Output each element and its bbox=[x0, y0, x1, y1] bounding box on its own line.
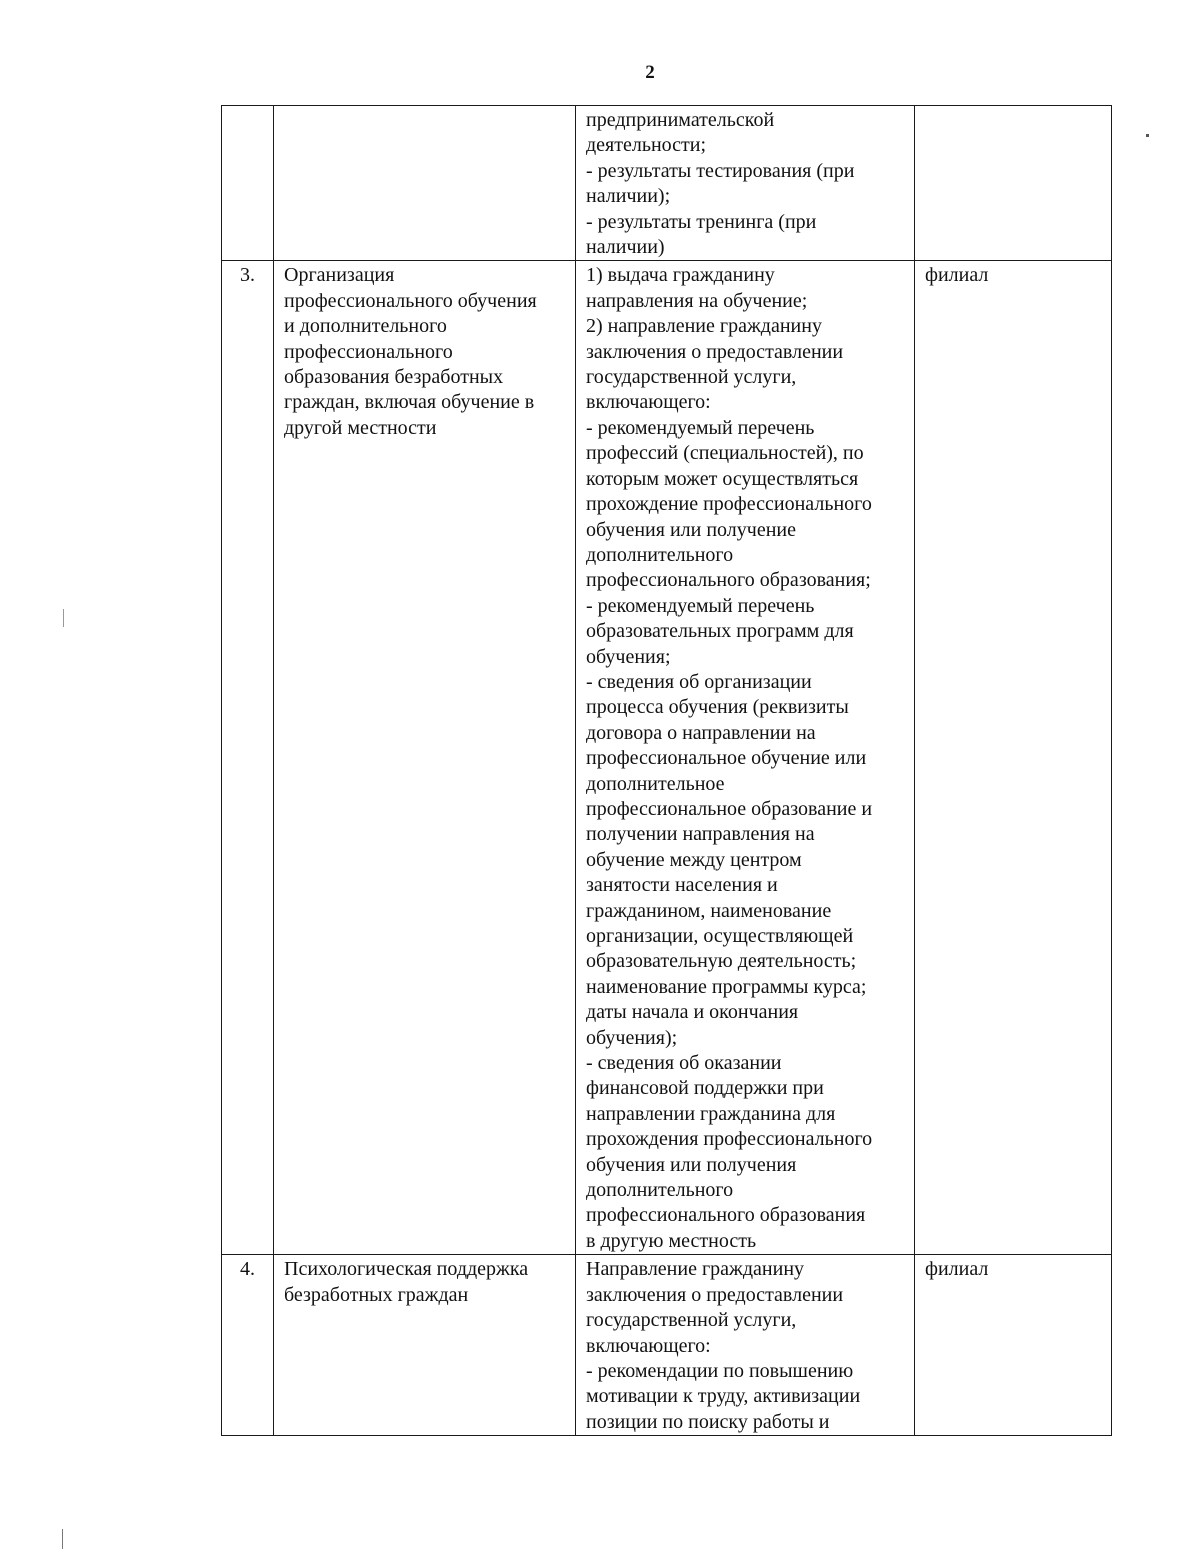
service-name-cell bbox=[274, 1255, 576, 1436]
service-name-line: профессионального обучения bbox=[284, 289, 537, 312]
service-result-line: дополнительное bbox=[586, 772, 725, 795]
service-result-line: обучения или получение bbox=[586, 518, 796, 541]
service-result-line: мотивации к труду, активизации bbox=[586, 1385, 861, 1408]
service-result-line: профессиональное образование и bbox=[586, 797, 873, 820]
service-result-line: - сведения об организации bbox=[586, 670, 812, 693]
service-result-line: заключения о предоставлении bbox=[586, 340, 844, 363]
service-result-cell bbox=[576, 106, 915, 261]
service-result-line: образовательную деятельность; bbox=[586, 950, 857, 973]
service-result-line: профессий (специальностей), по bbox=[586, 442, 864, 465]
row-number-cell: 3. bbox=[222, 261, 274, 1255]
service-name-line: Психологическая поддержка bbox=[284, 1258, 529, 1281]
executor-cell bbox=[915, 106, 1112, 261]
service-result-line: - рекомендуемый перечень bbox=[586, 594, 815, 617]
service-result-line: наличии); bbox=[586, 185, 671, 208]
service-result-line: включающего: bbox=[586, 1334, 711, 1357]
service-result-line: позиции по поиску работы и bbox=[586, 1410, 830, 1433]
service-result-line: включающего: bbox=[586, 391, 711, 414]
service-result-cell bbox=[576, 1255, 915, 1436]
service-result-line: - результаты тренинга (при bbox=[586, 210, 817, 233]
table-row bbox=[222, 261, 1112, 1255]
service-result-line: образовательных программ для bbox=[586, 620, 854, 643]
service-name-cell bbox=[274, 106, 576, 261]
service-result-line: договора о направлении на bbox=[586, 721, 816, 744]
table-row bbox=[222, 1255, 1112, 1436]
service-result-line: предпринимательской bbox=[586, 109, 775, 131]
service-result-line: направления на обучение; bbox=[586, 289, 808, 312]
service-result-line: заключения о предоставлении bbox=[586, 1283, 844, 1306]
executor-cell: филиал bbox=[915, 1255, 1112, 1436]
service-result-line: организации, осуществляющей bbox=[586, 925, 854, 947]
service-name-line: безработных граждан bbox=[284, 1283, 469, 1306]
service-result-line: государственной услуги, bbox=[586, 366, 797, 389]
service-result-line: деятельности; bbox=[586, 134, 707, 157]
service-result-line: наличии) bbox=[586, 236, 665, 259]
service-name-line: граждан, включая обучение в bbox=[284, 391, 535, 414]
service-result-line: - рекомендуемый перечень bbox=[586, 416, 815, 439]
service-result-line: направлении гражданина для bbox=[586, 1102, 836, 1125]
service-result-line: обучение между центром bbox=[586, 848, 802, 871]
service-result-line: 2) направление гражданину bbox=[586, 315, 822, 338]
service-result-line: получении направления на bbox=[586, 823, 815, 846]
service-result-line: Направление гражданину bbox=[586, 1258, 805, 1281]
service-result-line: обучения; bbox=[586, 645, 671, 668]
service-result-line: дополнительного bbox=[586, 1179, 734, 1202]
service-result-line: даты начала и окончания bbox=[586, 1001, 799, 1024]
service-result-line: занятости населения и bbox=[586, 874, 778, 897]
service-result-line: - результаты тестирования (при bbox=[586, 159, 855, 182]
service-name-cell bbox=[274, 261, 576, 1255]
table-row bbox=[222, 106, 1112, 261]
service-name-line: другой местности bbox=[284, 416, 437, 439]
service-result-line: гражданином, наименование bbox=[586, 899, 832, 922]
service-result-line: дополнительного bbox=[586, 543, 734, 566]
service-result-cell bbox=[576, 261, 915, 1255]
scan-speck bbox=[1146, 134, 1149, 137]
service-result-line: прохождения профессионального bbox=[586, 1128, 873, 1151]
service-result-line: прохождение профессионального bbox=[586, 493, 872, 516]
service-name-line: профессионального bbox=[284, 340, 453, 363]
service-result-line: государственной услуги, bbox=[586, 1309, 797, 1332]
service-name-line: образования безработных bbox=[284, 366, 504, 389]
service-result-line: 1) выдача гражданину bbox=[586, 264, 775, 287]
service-result-line: обучения или получения bbox=[586, 1153, 797, 1176]
service-result-line: - сведения об оказании bbox=[586, 1052, 782, 1075]
service-result-line: обучения); bbox=[586, 1026, 678, 1049]
service-result-line: которым может осуществляться bbox=[586, 467, 859, 490]
service-name-line: Организация bbox=[284, 264, 395, 287]
service-result-line: наименование программы курса; bbox=[586, 975, 867, 998]
executor-cell: филиал bbox=[915, 261, 1112, 1255]
services-table bbox=[221, 105, 1112, 1436]
service-name-line: и дополнительного bbox=[284, 315, 447, 338]
service-result-line: финансовой поддержки при bbox=[586, 1077, 824, 1100]
service-result-line: профессионального образования bbox=[586, 1204, 866, 1227]
service-result-line: профессионального образования; bbox=[586, 569, 871, 592]
scan-speck bbox=[63, 609, 64, 627]
row-number-cell bbox=[222, 106, 274, 261]
service-result-line: в другую местность bbox=[586, 1229, 757, 1252]
table-body bbox=[222, 106, 1112, 1436]
service-result-line: - рекомендации по повышению bbox=[586, 1359, 854, 1382]
scan-speck bbox=[62, 1529, 63, 1549]
service-result-line: профессиональное обучение или bbox=[586, 747, 867, 770]
page-number: 2 bbox=[645, 62, 655, 83]
row-number-cell: 4. bbox=[222, 1255, 274, 1436]
service-result-line: процесса обучения (реквизиты bbox=[586, 696, 849, 719]
